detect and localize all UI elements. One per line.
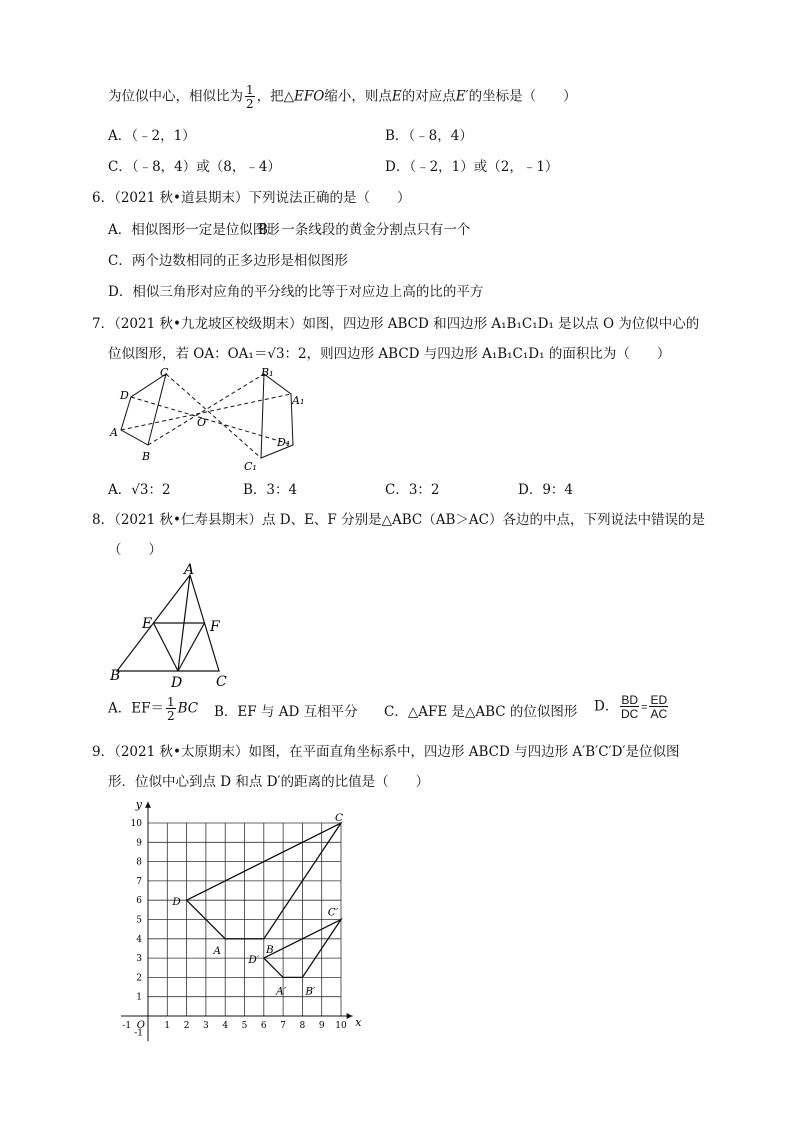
q9-coordinate-figure	[110, 796, 370, 1058]
fraction-numerator: 1	[166, 695, 175, 709]
q7-option-b: B．3：4	[243, 482, 298, 498]
point-label: B′	[305, 985, 316, 998]
q5-stem-text: 缩小，则点	[324, 88, 392, 105]
q8-label-b: B	[110, 668, 121, 684]
q7-label-c1: C₁	[244, 460, 257, 472]
fraction-numerator: ED	[650, 693, 668, 707]
point-label: C′	[327, 906, 339, 919]
point-label: D	[172, 896, 181, 909]
y-tick-label: 1	[136, 992, 142, 1003]
fraction-denominator: DC	[620, 707, 639, 721]
q7-label-a1: A₁	[292, 394, 305, 407]
y-tick-label: 8	[136, 857, 142, 868]
y-tick-label: 3	[136, 954, 142, 965]
q5-stem-math: E′	[455, 88, 469, 105]
y-tick-label: 10	[130, 819, 142, 829]
y-tick-label: 9	[136, 838, 142, 849]
y-tick-label: 2	[136, 973, 142, 984]
x-tick-label: 2	[183, 1021, 190, 1031]
q8-option-d-fraction-2	[649, 694, 668, 720]
origin-label: O	[136, 1020, 145, 1031]
q8-label-d: D	[171, 675, 183, 691]
fraction-denominator: 2	[246, 97, 254, 111]
x-tick-label: 5	[241, 1021, 248, 1031]
neg-tick-label: -1	[134, 1028, 143, 1039]
q8-option-a-fraction	[166, 696, 176, 722]
q8-option-c: C．△AFE 是△ABC 的位似图形	[384, 704, 578, 720]
q8-figure	[104, 560, 244, 692]
q8-option-d-equals: =	[641, 701, 648, 714]
x-tick-label: 6	[260, 1021, 267, 1031]
q5-stem-text: ，把△	[256, 88, 295, 105]
q5-option-b: B．（﹣8，4）	[385, 128, 473, 144]
q7-label-a: A	[110, 426, 118, 439]
point-label: A	[213, 944, 221, 957]
x-tick-label: 1	[164, 1021, 171, 1031]
q8-stem-line1: 8．（2021 秋•仁寿县期末）点 D、E、F 分别是△ABC（AB＞AC）各边的中点，下列说法中错误的是	[92, 512, 705, 528]
q9-stem-line1: 9．（2021 秋•太原期末）如图，在平面直角坐标系中，四边形 ABCD 与四边形 A′B′C′D′是位似图	[92, 744, 680, 760]
q7-option-d: D．9：4	[518, 482, 574, 498]
q7-figure	[100, 362, 320, 472]
q7-option-a: A．√3：2	[108, 482, 171, 498]
q8-option-d-text: D．	[594, 698, 619, 715]
q5-stem-math: E	[391, 88, 402, 105]
q5-stem	[108, 84, 577, 110]
q7-label-d1: D₁	[277, 436, 291, 449]
fraction-denominator: AC	[650, 707, 668, 721]
q7-stem-line1: 7．（2021 秋•九龙坡区校级期末）如图，四边形 ABCD 和四边形 A₁B₁C₁D₁ 是以点 O 为位似中心的	[92, 316, 700, 332]
fraction-numerator: BD	[621, 693, 638, 707]
q8-option-a-text: A．EF＝	[108, 700, 164, 717]
q7-label-d: D	[120, 389, 129, 402]
point-label: C	[334, 812, 344, 824]
q5-stem-math: EFO	[294, 88, 325, 105]
q7-label-o: O	[197, 416, 207, 429]
point-label: D′	[248, 954, 260, 967]
y-tick-label: 4	[136, 934, 142, 945]
q8-option-a-text: BC	[177, 700, 199, 717]
point-label: A′	[276, 985, 287, 998]
fraction-numerator: 1	[246, 83, 254, 97]
x-tick-label: 8	[299, 1021, 306, 1031]
q7-label-b: B	[142, 450, 151, 463]
q5-option-a: A．（﹣2，1）	[108, 128, 196, 144]
q5-stem-text: 的对应点	[401, 88, 456, 105]
q6-stem: 6．（2021 秋•道县期末）下列说法正确的是（ ）	[92, 190, 411, 206]
q5-stem-text: 为位似中心，相似比为	[108, 88, 243, 105]
q8-option-d	[594, 694, 670, 720]
x-tick-label: 9	[318, 1021, 325, 1031]
x-axis-arrow	[347, 1013, 353, 1019]
q8-option-a	[108, 696, 198, 722]
fraction-denominator: 2	[166, 709, 175, 723]
q6-option-d: D．相似三角形对应角的平分线的比等于对应边上高的比的平方	[108, 284, 484, 300]
y-tick-label: 6	[136, 896, 142, 907]
x-tick-label: 7	[280, 1021, 286, 1031]
q6-option-b: B．一条线段的黄金分割点只有一个	[258, 222, 471, 238]
q8-option-d-fraction-1	[620, 694, 639, 720]
neg-tick-label: -1	[122, 1021, 132, 1031]
point-label: B	[265, 943, 274, 956]
x-tick-label: 3	[203, 1021, 209, 1031]
q8-label-c: C	[216, 674, 227, 690]
y-tick-label: 7	[136, 876, 142, 887]
q6-option-a: A．相似图形一定是位似图形	[108, 222, 280, 238]
q7-label-b1: B₁	[261, 366, 274, 379]
y-tick-label: 5	[136, 915, 142, 926]
q5-stem-text: 的坐标是（ ）	[468, 88, 577, 105]
q7-option-c: C．3：2	[385, 482, 440, 498]
q8-option-b: B．EF 与 AD 互相平分	[214, 704, 358, 720]
q8-label-f: F	[210, 619, 220, 635]
q7-stem-line2: 位似图形，若 OA：OA₁＝√3：2，则四边形 ABCD 与四边形 A₁B₁C₁D₁ 的面积比为（ ）	[108, 346, 671, 362]
y-axis-label: y	[135, 797, 142, 811]
q9-stem-line2: 形．位似中心到点 D 和点 D′的距离的比值是（ ）	[108, 774, 430, 790]
y-axis-arrow	[145, 802, 151, 808]
q5-fraction	[245, 84, 255, 110]
q6-option-c: C．两个边数相同的正多边形是相似图形	[108, 253, 348, 269]
q5-option-c: C．（﹣8，4）或（8，﹣4）	[108, 159, 281, 175]
x-tick-label: 10	[335, 1021, 347, 1031]
q7-label-c: C	[160, 366, 169, 379]
q8-label-a: A	[184, 562, 195, 578]
x-tick-label: 4	[222, 1021, 229, 1031]
q8-label-e: E	[142, 616, 153, 632]
q8-stem-line2: （ ）	[108, 542, 162, 558]
x-axis-label: x	[355, 1016, 362, 1029]
q5-option-d: D．（﹣2，1）或（2，﹣1）	[385, 159, 559, 175]
